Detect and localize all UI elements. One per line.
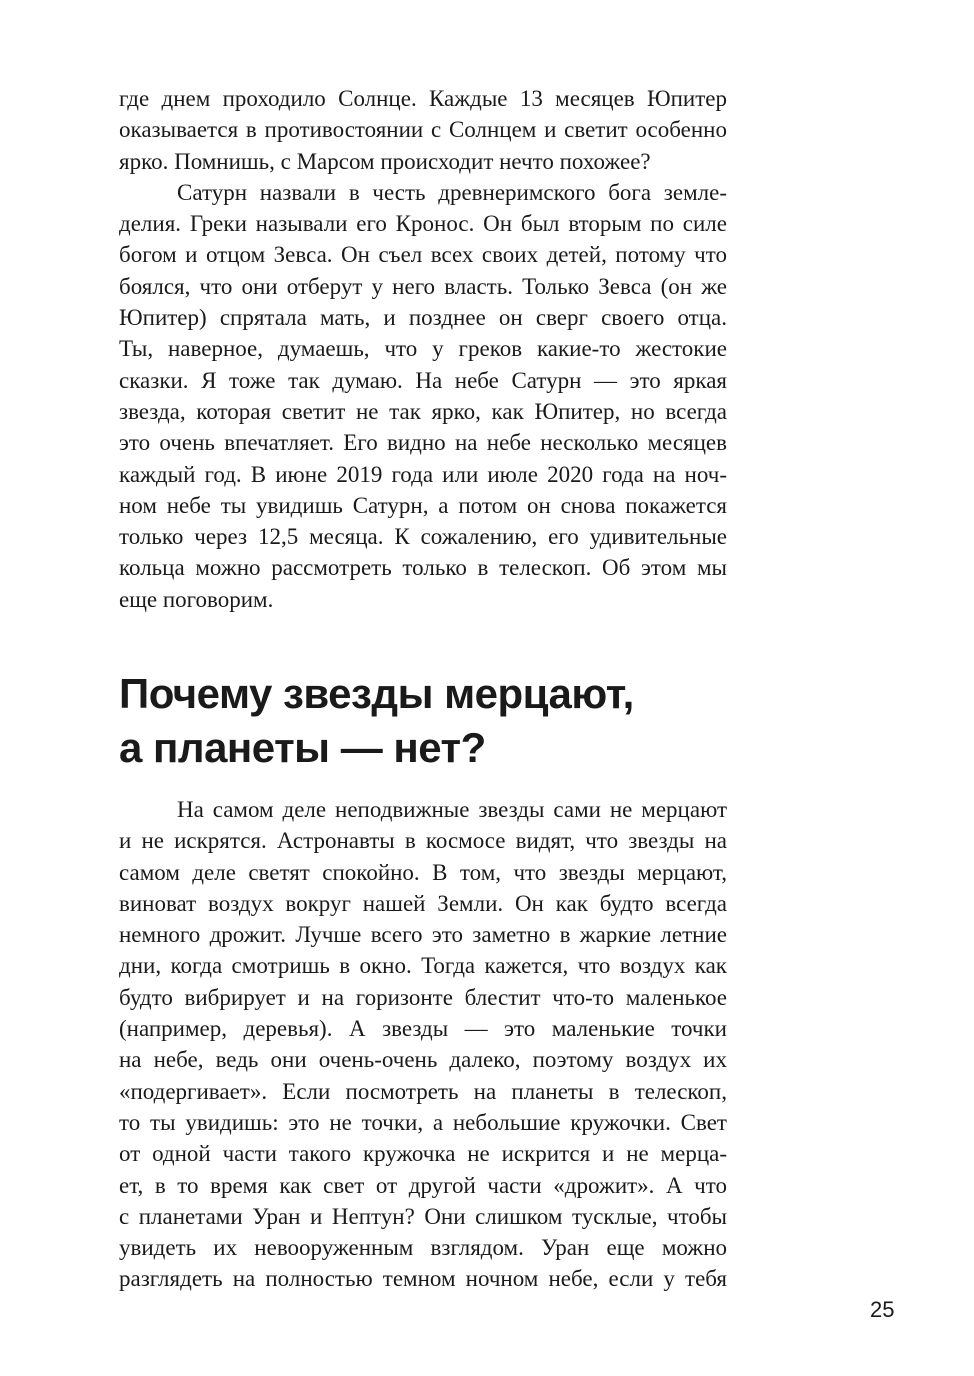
section-heading [119,667,819,775]
text-line: оказывается в противостоянии с Солнцем и светит особенно [119,117,727,143]
text-line: дни, когда смотришь в окно. Тогда кажется, что воздух как [119,953,727,979]
text-line: виноват воздух вокруг нашей Земли. Он как будто всегда [119,890,727,916]
page-number: 25 [870,1297,895,1322]
text-line: богом и отцом Зевса. Он съел всех своих детей, потому что [119,242,727,268]
text-line: боялся, что они отберут у него власть. Только Зевса (он же [119,273,727,299]
text-line: это очень впечатляет. Его видно на небе несколько месяцев [119,430,727,456]
text-line: (например, деревья). А звезды — это маленькие точки [119,1016,727,1042]
text-line: «подергивает». Если посмотреть на планеты в телескоп, [119,1078,727,1104]
text-line: звезда, которая светит не так ярко, как Юпитер, но всегда [119,398,727,424]
text-line: увидеть их невооруженным взглядом. Уран еще можно [119,1235,727,1261]
text-line: и не искрятся. Астронавты в космосе видят, что звезды на [119,828,727,854]
text-line: немного дрожит. Лучше всего это заметно в жаркие летние [119,922,727,948]
text-line: кольца можно рассмотреть только в телескоп. Об этом мы [119,555,727,581]
text-line: сказки. Я тоже так думаю. На небе Сатурн — это яркая [119,367,727,393]
text-line: ярко. Помнишь, с Марсом происходит нечто похожее? [119,148,651,174]
text-line: Сатурн назвали в честь древнеримского бога земле- [177,179,727,205]
text-line: ет, в то время как свет от другой части «дрожит». А что [119,1172,727,1198]
text-line: каждый год. В июне 2019 года или июле 2020 года на ноч- [119,461,727,487]
text-line: На самом деле неподвижные звезды сами не мерцают [177,797,727,822]
text-line: только через 12,5 месяца. К сожалению, его удивительные [119,524,727,550]
text-line: с планетами Уран и Нептун? Они слишком тусклые, чтобы [119,1203,727,1229]
text-line: ном небе ты увидишь Сатурн, а потом он снова покажется [119,492,727,518]
text-line: разглядеть на полностью темном ночном небе, если у тебя [119,1266,727,1292]
text-line: самом деле светят спокойно. В том, что звезды мерцают, [119,859,727,885]
body-text-bottom [119,794,727,1295]
text-line: Юпитер) спрятала мать, и позднее он сверг своего отца. [119,305,727,331]
text-line: от одной части такого кружочка не искрится и не мерца- [119,1141,727,1167]
text-line: будто вибрирует и на горизонте блестит что-то маленькое [119,984,727,1010]
text-line: делия. Греки называли его Кронос. Он был вторым по силе [119,211,727,237]
text-line: где днем проходило Солнце. Каждые 13 месяцев Юпитер [119,86,727,111]
text-line: еще поговорим. [119,586,274,612]
body-text-top [119,83,727,615]
text-line: Ты, наверное, думаешь, что у греков какие-то жестокие [119,336,727,362]
text-line: то ты увидишь: это не точки, а небольшие кружочки. Свет [119,1109,727,1135]
text-line: на небе, ведь они очень-очень далеко, поэтому воздух их [119,1047,727,1073]
heading-line: а планеты — нет? [119,724,486,771]
heading-line: Почему звезды мерцают, [119,670,634,717]
